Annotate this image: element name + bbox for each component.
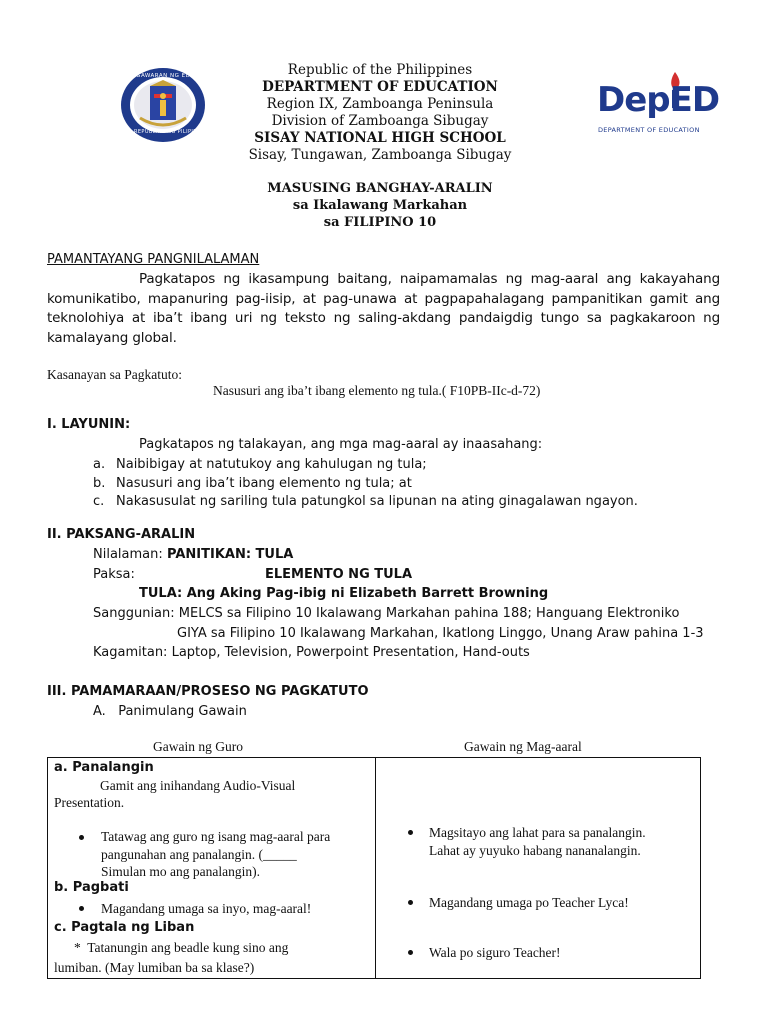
deped-logo-text: DepED bbox=[597, 80, 720, 120]
pamantayan-heading: PAMANTAYANG PANGNILALAMAN bbox=[47, 252, 260, 267]
bullet-icon bbox=[79, 906, 84, 911]
pamamaraan-heading: III. PAMAMARAAN/PROSESO NG PAGKATUTO bbox=[47, 684, 369, 699]
layunin-item-b: Nasusuri ang iba’t ibang elemento ng tula; at bbox=[116, 476, 412, 491]
pamamaraan-sub-a: A. Panimulang Gawain bbox=[93, 704, 247, 719]
response-pagtala: Wala po siguro Teacher! bbox=[429, 945, 561, 960]
deped-logo-subtext: DEPARTMENT OF EDUCATION bbox=[598, 126, 700, 134]
panalangin-label: a. Panalangin bbox=[54, 760, 154, 775]
layunin-item-c-letter: c. bbox=[93, 494, 105, 509]
pagbati-bullet: Magandang umaga sa inyo, mag-aaral! bbox=[101, 901, 312, 916]
sanggunian-line-1: Sanggunian: MELCS sa Filipino 10 Ikalawang Markahan pahina 188; Hanguang Elektroniko bbox=[93, 606, 680, 621]
header-line-6: Sisay, Tungawan, Zamboanga Sibugay bbox=[248, 147, 512, 163]
header-line-1: Republic of the Philippines bbox=[287, 62, 473, 78]
deped-logo bbox=[597, 70, 727, 140]
layunin-item-c: Nakasusulat ng sariling tula patungkol sa lipunan na ating ginagalawan ngayon. bbox=[116, 494, 638, 509]
bullet-icon bbox=[79, 835, 84, 840]
kasanayan-text: Nasusuri ang iba’t ibang elemento ng tula.( F10PB-IIc-d-72) bbox=[213, 383, 541, 398]
header-line-2: DEPARTMENT OF EDUCATION bbox=[262, 79, 498, 95]
col-header-guro: Gawain ng Guro bbox=[153, 739, 243, 754]
paksa-label: Paksa: bbox=[93, 567, 135, 582]
paksa-value: ELEMENTO NG TULA bbox=[265, 567, 413, 582]
response-panalangin-2: Lahat ay yuyuko habang nananalangin. bbox=[429, 843, 641, 858]
header-line-5: SISAY NATIONAL HIGH SCHOOL bbox=[254, 130, 506, 146]
panalangin-text-2: Presentation. bbox=[54, 795, 125, 810]
pagbati-label: b. Pagbati bbox=[54, 880, 129, 895]
header-line-4: Division of Zamboanga Sibugay bbox=[271, 113, 489, 129]
title-line-2: sa Ikalawang Markahan bbox=[292, 198, 468, 213]
panalangin-bullet-2: pangunahan ang panalangin. (_____ bbox=[101, 847, 297, 862]
pagtala-text-2: lumiban. (May lumiban ba sa klase?) bbox=[54, 960, 255, 975]
header-line-3: Region IX, Zamboanga Peninsula bbox=[266, 96, 494, 112]
tula-line: TULA: Ang Aking Pag-ibig ni Elizabeth Barrett Browning bbox=[139, 586, 549, 601]
layunin-heading: I. LAYUNIN: bbox=[47, 417, 131, 432]
nilalaman-label: Nilalaman: bbox=[93, 547, 163, 562]
pagtala-label: c. Pagtala ng Liban bbox=[54, 920, 195, 935]
title-line-3: sa FILIPINO 10 bbox=[323, 215, 437, 230]
seal-text-top: KAGAWARAN NG EDUKASYON bbox=[128, 73, 221, 79]
bullet-icon bbox=[408, 830, 413, 835]
panalangin-bullet-3: Simulan mo ang panalangin). bbox=[101, 864, 260, 879]
bullet-icon bbox=[408, 900, 413, 905]
nilalaman-value: PANITIKAN: TULA bbox=[167, 547, 294, 562]
seal-text-bottom: REPUBLIKA NG PILIPINAS bbox=[134, 129, 205, 135]
bullet-icon bbox=[408, 950, 413, 955]
panalangin-text-1: Gamit ang inihandang Audio-Visual bbox=[100, 778, 296, 793]
pagtala-text-1: * Tatanungin ang beadle kung sino ang bbox=[74, 940, 289, 955]
title-line-1: MASUSING BANGHAY-ARALIN bbox=[267, 181, 493, 196]
layunin-item-a-letter: a. bbox=[93, 457, 106, 472]
col-header-mag-aaral: Gawain ng Mag-aaral bbox=[464, 739, 582, 754]
layunin-intro: Pagkatapos ng talakayan, ang mga mag-aaral ay inaasahang: bbox=[139, 437, 543, 452]
activities-table bbox=[47, 757, 701, 979]
kagamitan-line: Kagamitan: Laptop, Television, Powerpoint Presentation, Hand-outs bbox=[93, 645, 530, 660]
pamantayan-paragraph: Pagkatapos ng ikasampung baitang, naipamamalas ng mag-aaral ang kakayahang komunikatibo, mapanuring pag-iisip, at pag-unawa at pagpapahalagang pampanitikan gamit ang teknolohiya at iba’t ibang uri ng teksto ng saling-akdang pandaigdig tungo sa pagkakaroon ng kamalayang global. bbox=[47, 271, 720, 346]
kasanayan-label: Kasanayan sa Pagkatuto: bbox=[47, 367, 182, 382]
panalangin-bullet-1: Tatawag ang guro ng isang mag-aaral para bbox=[101, 829, 331, 844]
response-panalangin-1: Magsitayo ang lahat para sa panalangin. bbox=[429, 825, 646, 840]
response-pagbati: Magandang umaga po Teacher Lyca! bbox=[429, 895, 629, 910]
sanggunian-line-2: GIYA sa Filipino 10 Ikalawang Markahan, Ikatlong Linggo, Unang Araw pahina 1-3 bbox=[177, 626, 704, 641]
layunin-item-a: Naibibigay at natutukoy ang kahulugan ng tula; bbox=[116, 457, 427, 472]
table-column-divider bbox=[375, 758, 376, 978]
paksang-aralin-heading: II. PAKSANG-ARALIN bbox=[47, 527, 196, 542]
layunin-item-b-letter: b. bbox=[93, 476, 106, 491]
